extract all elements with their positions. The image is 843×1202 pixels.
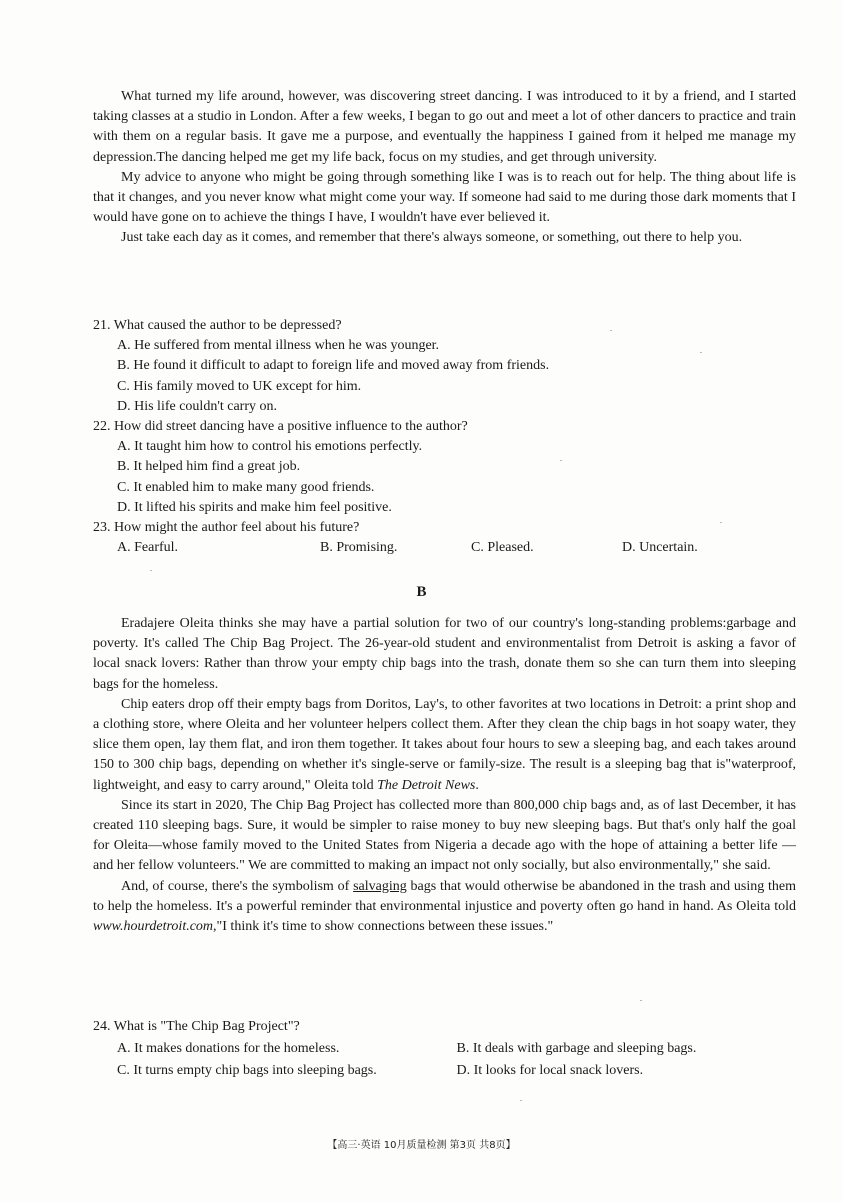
- scan-speck: [560, 460, 562, 461]
- question-21: [93, 316, 796, 417]
- passage-a: [93, 87, 796, 249]
- option-d[interactable]: D. His life couldn't carry on.: [117, 398, 277, 414]
- option-a[interactable]: A. He suffered from mental illness when he was younger.: [117, 338, 440, 354]
- scan-speck: [520, 1100, 522, 1101]
- paragraph-text: ,"I think it's time to show connections between these issues.": [213, 919, 554, 935]
- option-c[interactable]: C. Pleased.: [471, 540, 534, 556]
- option-b[interactable]: B. It deals with garbage and sleeping bags.: [456, 1041, 697, 1056]
- passage-b-paragraph-2: [93, 695, 796, 796]
- question-stem: 21. What caused the author to be depressed?: [93, 318, 342, 333]
- option-a[interactable]: A. It makes donations for the homeless.: [117, 1041, 340, 1056]
- option-d[interactable]: D. Uncertain.: [622, 540, 698, 556]
- question-22: [93, 417, 796, 518]
- website-name: www.hourdetroit.com: [93, 919, 214, 935]
- passage-b-paragraph-1: Eradajere Oleita thinks she may have a partial solution for two of our country's long-standing problems:garbage and poverty. It's called The Chip Bag Project. The 26-year-old student and environmentalist from Detroit is asking a favor of local snack lovers: Rather than throw your empty chip bags into the trash, donate them so she can turn them into sleeping bags for the homeless.: [93, 616, 796, 692]
- paragraph-text: bags that would otherwise be abandoned in the trash and using them to help the homeless. It's a powerful reminder that environmental injustice and poverty often go hand in hand. As Oleita told: [93, 878, 796, 914]
- question-stem: 23. How might the author feel about his future?: [93, 520, 360, 535]
- option-b[interactable]: B. It helped him find a great job.: [117, 459, 301, 475]
- question-24: [93, 1016, 796, 1082]
- source-name: The Detroit News: [377, 777, 476, 793]
- underlined-word: salvaging: [353, 878, 407, 894]
- scan-speck: [150, 570, 152, 571]
- section-b-title: B: [416, 584, 427, 600]
- option-a[interactable]: A. It taught him how to control his emotions perfectly.: [117, 439, 423, 455]
- options-row: [93, 1038, 796, 1060]
- paragraph-text: .: [475, 777, 479, 793]
- scan-speck: [700, 352, 702, 353]
- options-row: [93, 538, 796, 558]
- passage-a-paragraph-2: My advice to anyone who might be going through something like I was is to reach out for help. The thing about life is that it changes, and you never know what might come your way. If someone had said to me during those dark moments that I would have gone on to achieve the things I have, I wouldn't have ever believed it.: [93, 169, 796, 226]
- option-b[interactable]: B. He found it difficult to adapt to foreign life and moved away from friends.: [117, 358, 550, 374]
- passage-a-paragraph-1: What turned my life around, however, was discovering street dancing. I was introduced to it by a friend, and I started taking classes at a studio in London. After a few weeks, I began to go out and meet a lot of other dancers to practice and train with them on a regular basis. It gave me a purpose, and eventually the happiness I gained from it helped me manage my depression.The dancing helped me get my life back, focus on my studies, and get through university.: [93, 89, 796, 165]
- scan-speck: [720, 522, 722, 523]
- paragraph-text: Chip eaters drop off their empty bags from Doritos, Lay's, to other favorites at two locations in Detroit: a print shop and a clothing store, where Oleita and her volunteer helpers collect them. After they clean the chip bags in hot soapy water, they slice them open, lay them flat, and iron them together. It takes about four hours to sew a sleeping bag, and each takes around 150 to 300 chip bags, depending on whether it's single-serve or family-size. The result is a sleeping bag that is"waterproof, lightweight, and easy to carry around," Oleita told: [93, 696, 796, 793]
- passage-b-paragraph-4: [93, 877, 796, 938]
- scan-speck: [610, 330, 612, 331]
- scan-speck: [640, 1000, 642, 1001]
- option-b[interactable]: B. Promising.: [320, 540, 398, 556]
- option-d[interactable]: D. It looks for local snack lovers.: [456, 1063, 644, 1078]
- passage-b: [93, 614, 796, 937]
- options-row: [93, 1060, 796, 1082]
- question-stem: 24. What is "The Chip Bag Project"?: [93, 1019, 300, 1034]
- question-23: [93, 518, 796, 558]
- option-d[interactable]: D. It lifted his spirits and make him feel positive.: [117, 499, 392, 515]
- option-c[interactable]: C. It enabled him to make many good friends.: [117, 479, 375, 495]
- paragraph-text: And, of course, there's the symbolism of: [121, 878, 354, 894]
- option-c[interactable]: C. His family moved to UK except for him.: [117, 378, 362, 394]
- option-c[interactable]: C. It turns empty chip bags into sleeping bags.: [117, 1063, 377, 1078]
- option-a[interactable]: A. Fearful.: [117, 540, 179, 556]
- passage-a-paragraph-3: Just take each day as it comes, and remember that there's always someone, or something, out there to help you.: [121, 230, 743, 246]
- question-stem: 22. How did street dancing have a positive influence to the author?: [93, 419, 468, 434]
- passage-b-paragraph-3: Since its start in 2020, The Chip Bag Project has collected more than 800,000 chip bags and, as of last December, it has created 110 sleeping bags. Sure, it would be simpler to raise money to buy new sleeping bags. But that's only half the goal for Oleita—whose family moved to the United States from Nigeria a decade ago with the hope of attaining a better life —and her fellow volunteers." We are committed to making an impact not only socially, but also environmentally," she said.: [93, 797, 796, 874]
- page-footer: 【高三·英语 10月质量检测 第3页 共8页】: [327, 1140, 516, 1151]
